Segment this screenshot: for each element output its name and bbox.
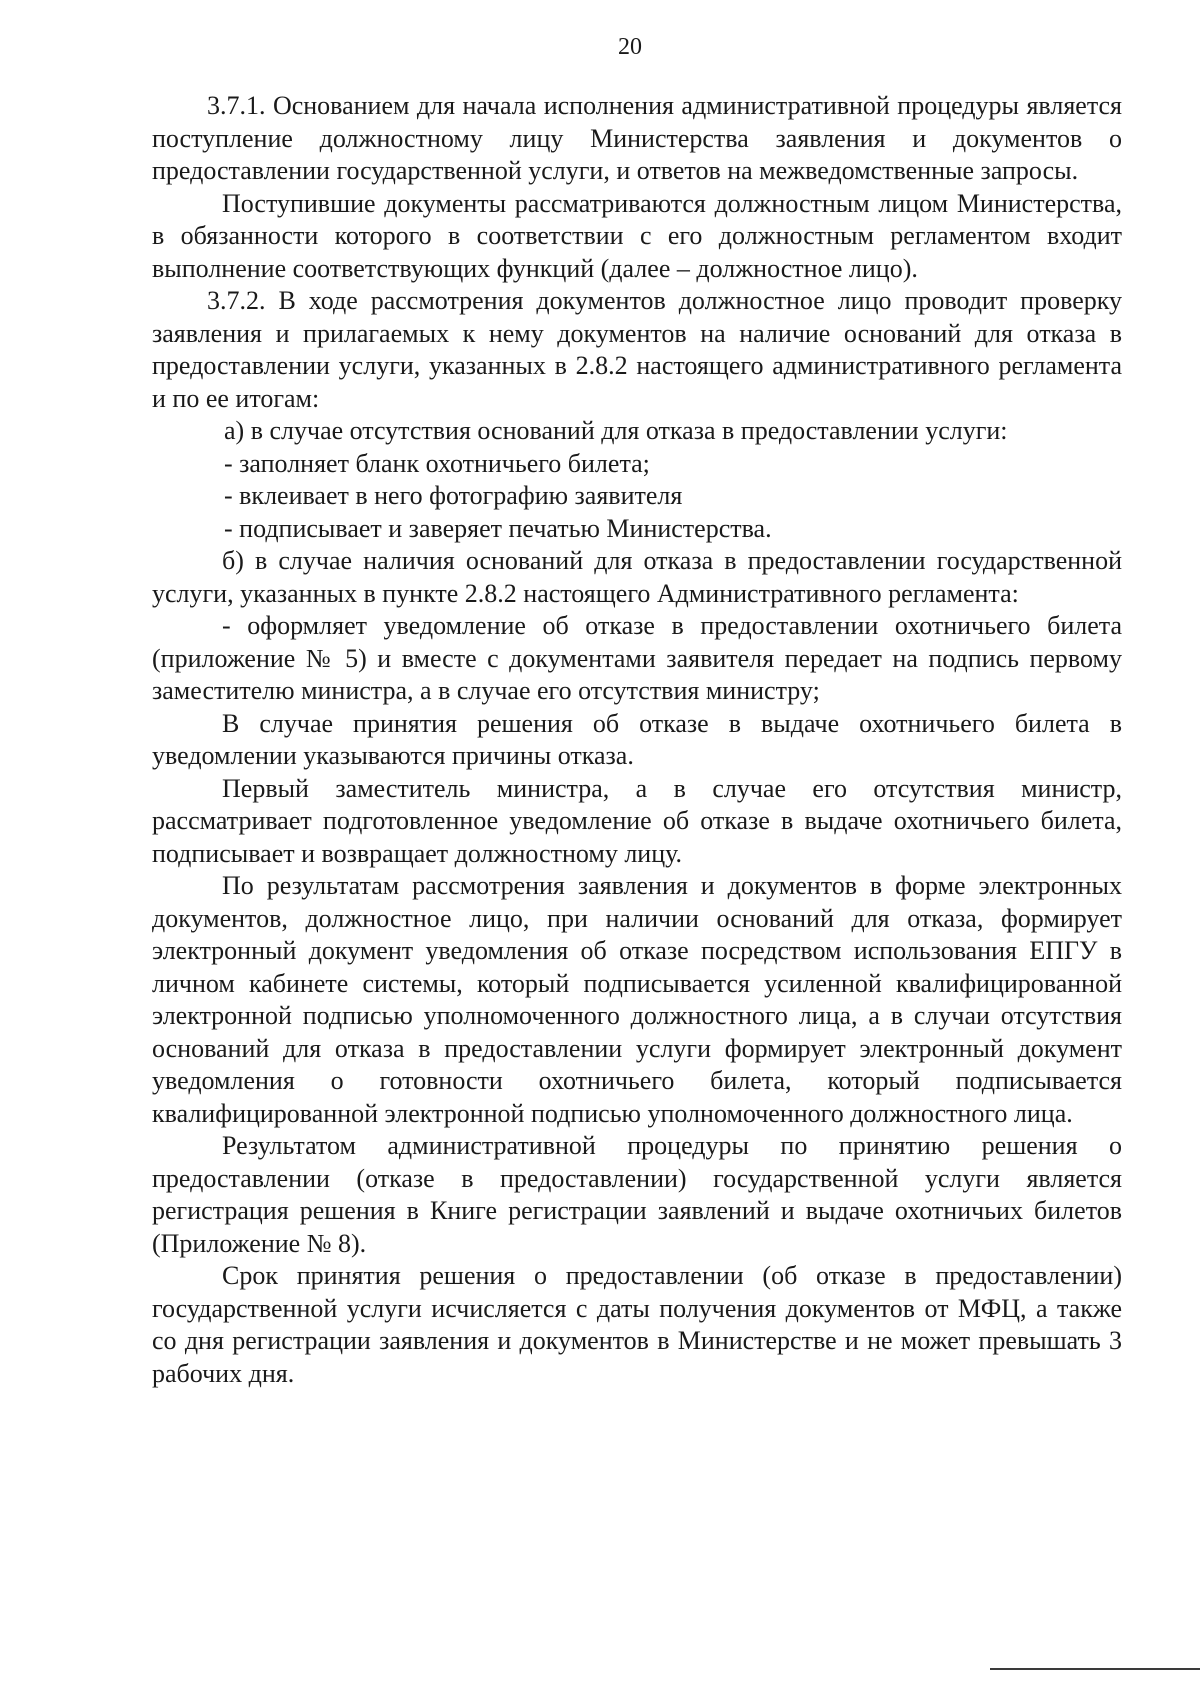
list-item-sign-stamp: - подписывает и заверяет печатью Министерства.	[224, 513, 772, 543]
paragraph-decision-deadline: Срок принятия решения о предоставлении (об отказе в предоставлении) государственной услуги исчисляется с даты получения документов от МФЦ, а также со дня регистрации заявления и документов в Министерстве и не может превышать 3 рабочих дня.	[152, 1261, 1122, 1388]
list-item-a: а) в случае отсутствия оснований для отказа в предоставлении услуги:	[224, 416, 1008, 445]
paragraph-refusal-reasons: В случае принятия решения об отказе в выдаче охотничьего билета в уведомлении указываются причины отказа.	[152, 708, 1122, 770]
list-item-b: б) в случае наличия оснований для отказа в предоставлении государственной услуги, указанных в пункте 2.8.2 настоящего Административного регламента:	[152, 546, 1122, 608]
page-number: 20	[618, 34, 642, 60]
paragraph-incoming-documents: Поступившие документы рассматриваются должностным лицом Министерства, в обязанности которого в соответствии с его должностным регламентом входит выполнение соответствующих функций (далее – должностное лицо).	[152, 188, 1122, 283]
paragraph-3-7-2: 3.7.2. В ходе рассмотрения документов должностное лицо проводит проверку заявления и прилагаемых к нему документов на наличие оснований для отказа в предоставлении услуги, указанных в 2.8.2 настоящего административного регламента и по ее итогам:	[152, 286, 1122, 413]
document-body	[152, 90, 1122, 1390]
list-item-refusal-notice: - оформляет уведомление об отказе в предоставлении охотничьего билета (приложение № 5) и вместе с документами заявителя передает на подпись первому заместителю министра, а в случае его отсутствия министру;	[152, 611, 1122, 705]
paragraph-3-7-1: 3.7.1. Основанием для начала исполнения административной процедуры является поступление должностному лицу Министерства заявления и документов о предоставлении государственной услуги, и ответов на межведомственные запросы.	[152, 91, 1122, 185]
paragraph-electronic-documents: По результатам рассмотрения заявления и документов в форме электронных документов, должностное лицо, при наличии оснований для отказа, формирует электронный документ уведомления об отказе посредством использования ЕПГУ в личном кабинете системы, который подписывается усиленной квалифицированной электронной подписью уполномоченного должностного лица, а в случаи отсутствия оснований для отказа в предоставлении услуги формирует электронный документ уведомления о готовности охотничьего билета, который подписывается квалифицированной электронной подписью уполномоченного должностного лица.	[152, 871, 1122, 1128]
paragraph-first-deputy: Первый заместитель министра, а в случае его отсутствия министр, рассматривает подготовленное уведомление об отказе в выдаче охотничьего билета, подписывает и возвращает должностному лицу.	[152, 773, 1122, 868]
list-item-fill-form: - заполняет бланк охотничьего билета;	[224, 448, 650, 478]
paragraph-procedure-result: Результатом административной процедуры по принятию решения о предоставлении (отказе в предоставлении) государственной услуги является регистрация решения в Книге регистрации заявлений и выдаче охотничьих билетов (Приложение № 8).	[152, 1131, 1122, 1258]
list-item-glue-photo: - вклеивает в него фотографию заявителя	[224, 481, 683, 510]
scan-edge-line	[990, 1668, 1200, 1670]
